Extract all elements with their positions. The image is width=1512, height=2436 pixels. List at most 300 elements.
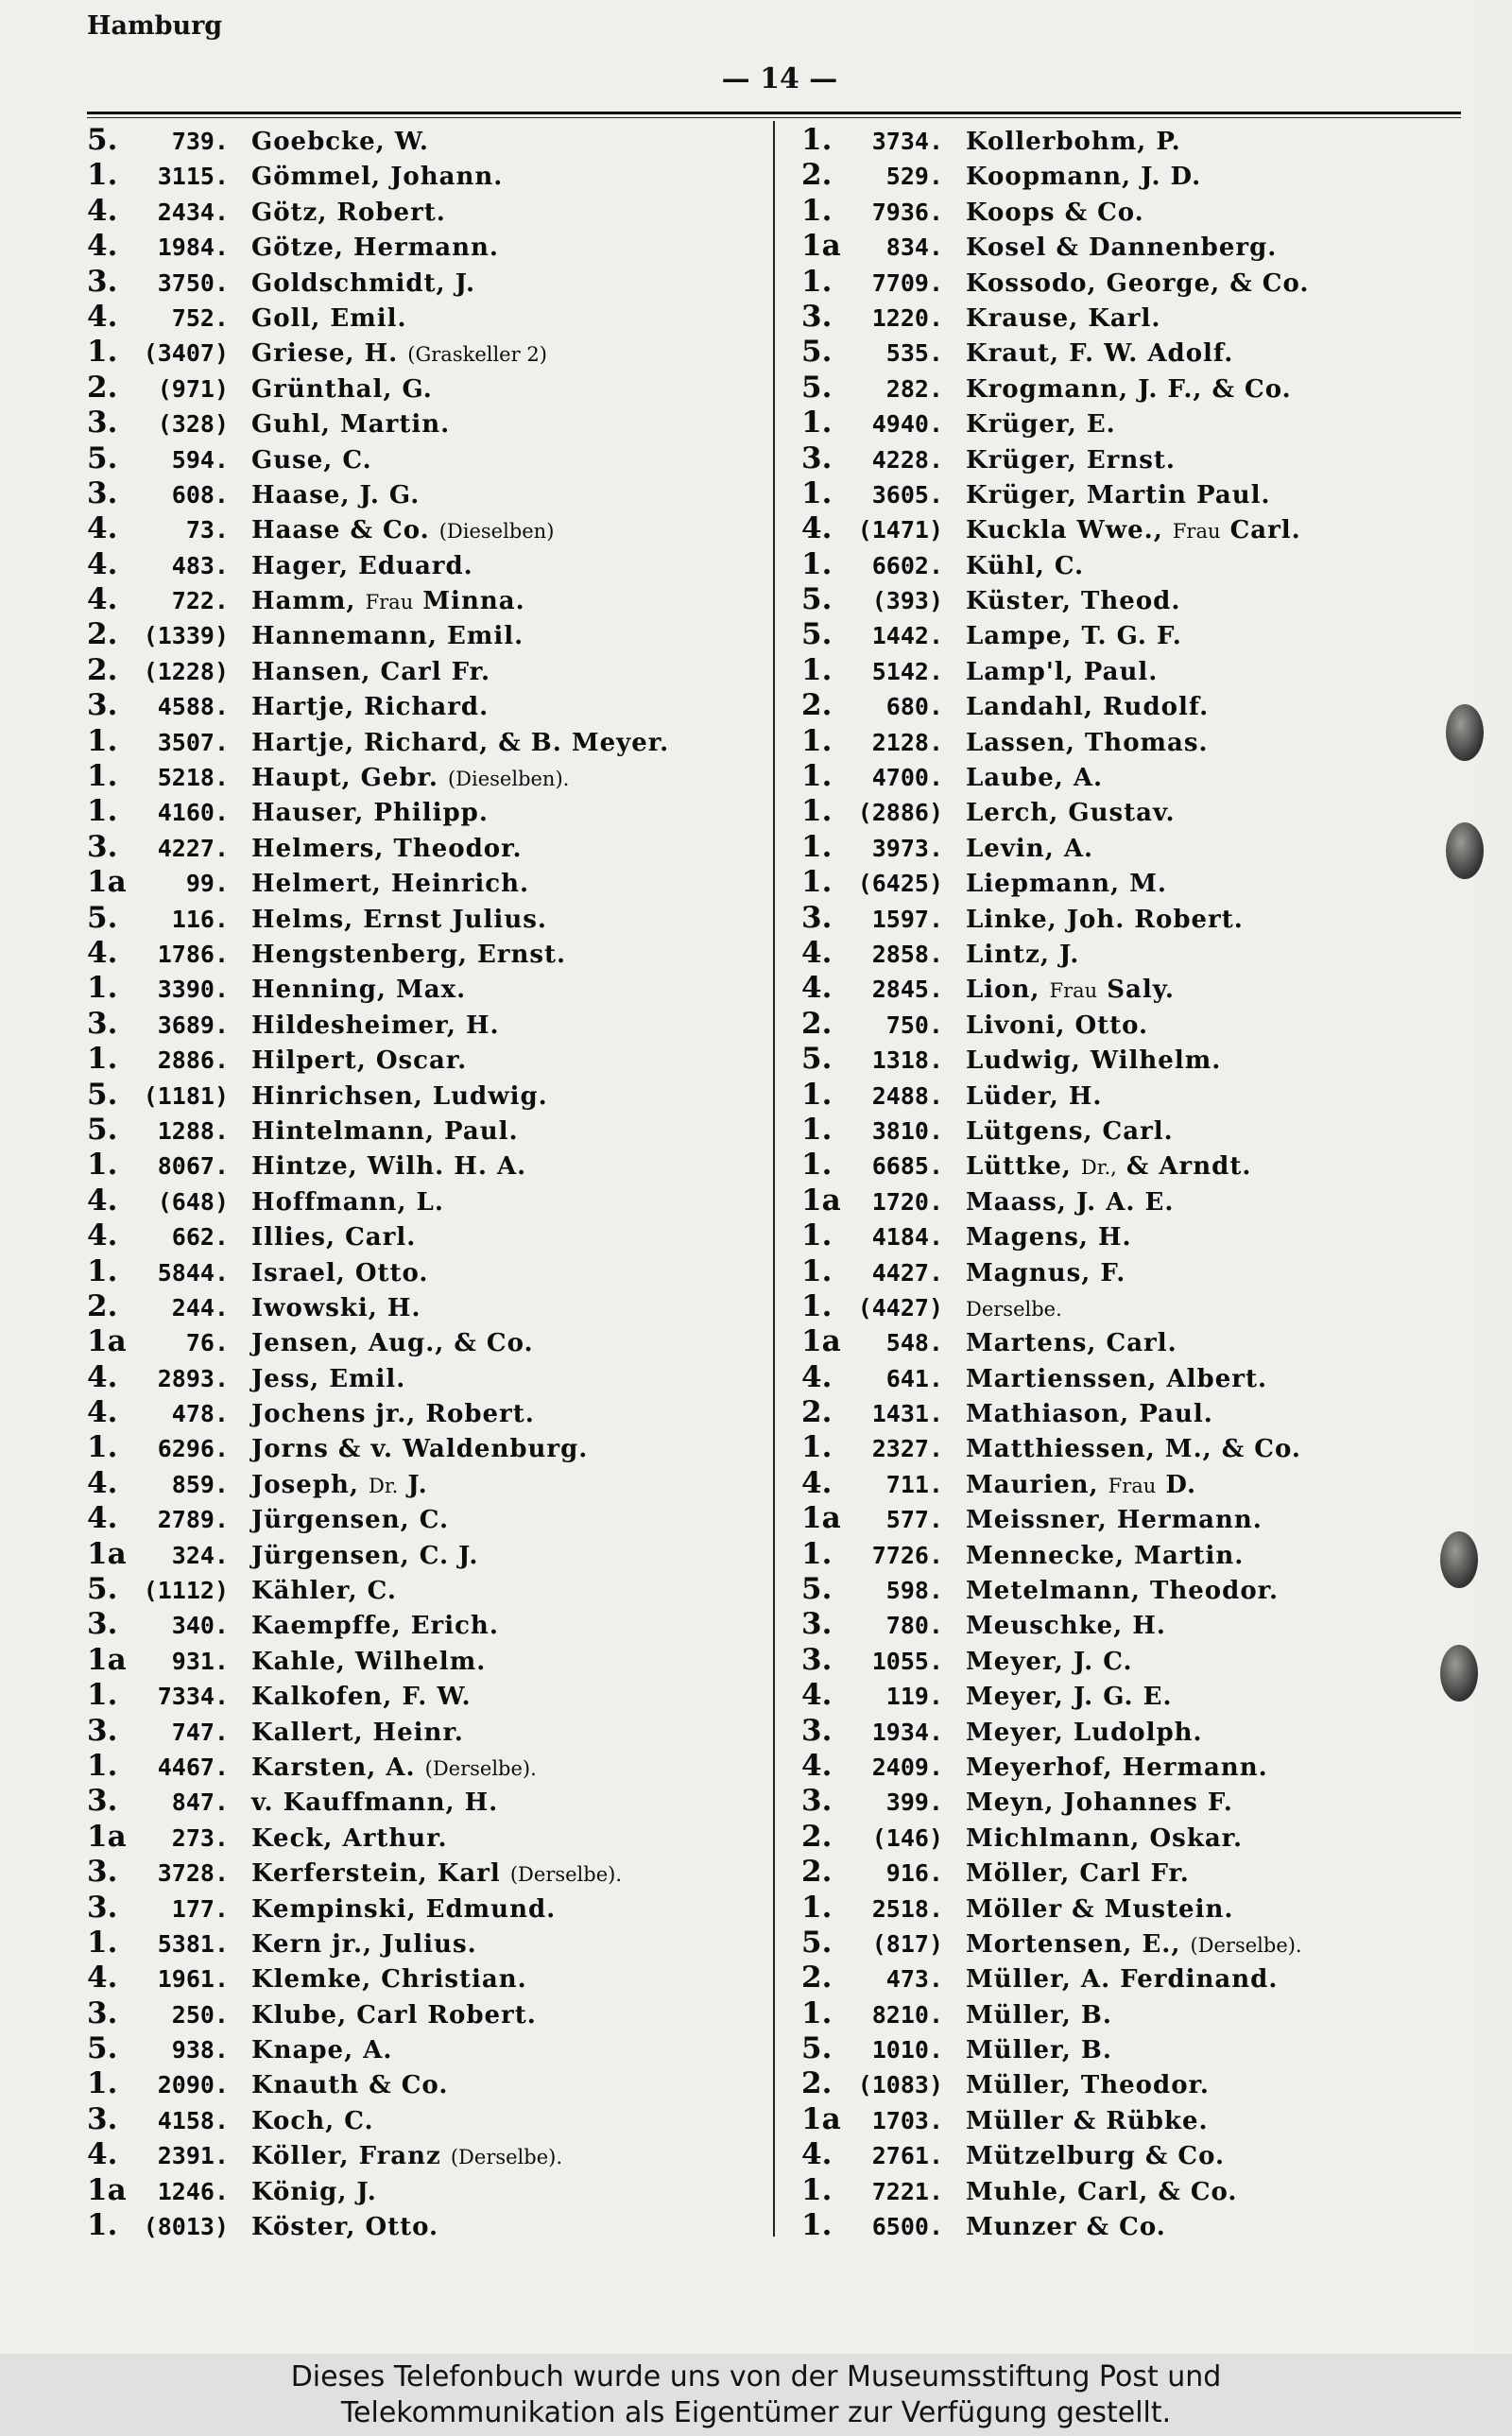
entry-note: Frau: [1172, 520, 1221, 544]
exchange-prefix: 4.: [87, 1395, 118, 1430]
phone-number: 2391.: [157, 2142, 229, 2170]
subscriber-name-text: Kühl, C.: [966, 551, 1085, 580]
subscriber-name: [251, 1574, 397, 1609]
subscriber-name: [251, 1680, 472, 1715]
exchange-prefix: 4.: [87, 1359, 118, 1394]
phone-number: 680.: [885, 693, 943, 721]
subscriber-name-text: Jürgensen, C. J.: [251, 1541, 479, 1570]
directory-entry: [801, 123, 1472, 158]
phone-number: 752.: [171, 303, 229, 332]
exchange-prefix: 5.: [801, 1925, 833, 1960]
directory-entry: [801, 1714, 1472, 1749]
phone-number: 2761.: [871, 2142, 943, 2170]
directory-entry: [87, 194, 767, 229]
exchange-prefix: 2.: [801, 688, 833, 723]
phone-number: 177.: [171, 1894, 229, 1923]
exchange-prefix: 3.: [87, 406, 118, 441]
phone-number: 2090.: [157, 2071, 229, 2099]
directory-entry: [801, 582, 1472, 617]
directory-entry: [87, 2031, 767, 2066]
subscriber-name-text: Israel, Otto.: [251, 1258, 429, 1287]
directory-entry: [801, 1183, 1472, 1218]
phone-number: 73.: [185, 516, 229, 544]
exchange-prefix: 1.: [801, 1430, 833, 1465]
directory-entry: [801, 335, 1472, 370]
exchange-prefix: 1.: [801, 264, 833, 299]
binding-edge: [1474, 0, 1512, 2354]
subscriber-name: [251, 1998, 537, 2033]
exchange-prefix: 4.: [87, 511, 118, 546]
directory-entry: [87, 1607, 767, 1642]
subscriber-name: [251, 1397, 535, 1432]
directory-entry: [801, 547, 1472, 582]
directory-entry: [87, 759, 767, 794]
phone-number: 1961.: [157, 1965, 229, 1994]
exchange-prefix: 5.: [87, 1572, 118, 1607]
subscriber-name: [251, 867, 529, 902]
entry-note: Dr.: [369, 1474, 399, 1497]
exchange-prefix: 2.: [801, 1855, 833, 1890]
directory-entry: [801, 2137, 1472, 2172]
subscriber-name-text: Jochens jr., Robert.: [251, 1400, 535, 1429]
subscriber-name-text: Müller, Theodor.: [966, 2071, 1210, 2100]
exchange-prefix: 1.: [801, 123, 833, 157]
exchange-prefix: 5.: [801, 335, 833, 370]
binder-ring-icon: [1446, 704, 1484, 761]
subscriber-name: [251, 1786, 498, 1821]
directory-entry: [801, 724, 1472, 759]
exchange-prefix: 1a: [87, 1536, 127, 1571]
subscriber-name-text: Livoni, Otto.: [966, 1011, 1149, 1040]
directory-entry: [801, 2173, 1472, 2208]
directory-entry: [801, 441, 1472, 476]
subscriber-name: [966, 1468, 1196, 1504]
subscriber-name-text: Illies, Carl.: [251, 1223, 417, 1253]
subscriber-name-text: Meyerhof, Hermann.: [966, 1753, 1268, 1782]
subscriber-name-text: Lüttke,: [966, 1152, 1072, 1182]
subscriber-name: [251, 125, 429, 160]
exchange-prefix: 1.: [801, 1077, 833, 1112]
subscriber-name-suffix: & Arndt.: [1125, 1152, 1252, 1182]
subscriber-name-text: Helmert, Heinrich.: [251, 870, 530, 899]
subscriber-name-text: Hintelmann, Paul.: [251, 1116, 519, 1146]
directory-entry: [801, 371, 1472, 406]
entry-note: Derselbe.: [966, 1297, 1062, 1321]
exchange-prefix: 5.: [87, 441, 118, 475]
directory-entry: [87, 2066, 767, 2101]
phone-number: (3407): [143, 339, 229, 368]
subscriber-name: [966, 1397, 1213, 1432]
exchange-prefix: 1.: [801, 759, 833, 794]
subscriber-name-text: Krause, Karl.: [966, 303, 1161, 333]
subscriber-name: [251, 1080, 548, 1114]
exchange-prefix: 4.: [801, 1678, 833, 1713]
subscriber-name: [966, 655, 1158, 690]
exchange-prefix: 3.: [87, 2101, 118, 2136]
exchange-prefix: 4.: [801, 1359, 833, 1394]
subscriber-name: [966, 337, 1233, 371]
directory-entry: [87, 1926, 767, 1961]
subscriber-name-text: Kern jr., Julius.: [251, 1929, 477, 1959]
subscriber-name-text: Michlmann, Oskar.: [966, 1823, 1244, 1853]
subscriber-name: [251, 1609, 499, 1644]
phone-number: 3390.: [157, 976, 229, 1004]
directory-entry: [87, 653, 767, 688]
subscriber-name: [966, 1680, 1173, 1715]
directory-entry: [801, 1466, 1472, 1501]
subscriber-name: [966, 160, 1201, 195]
subscriber-name: [966, 549, 1084, 584]
exchange-prefix: 4.: [87, 1183, 118, 1218]
exchange-prefix: 1.: [801, 546, 833, 581]
subscriber-name: [251, 690, 489, 725]
exchange-prefix: 1.: [87, 794, 118, 829]
directory-entry: [87, 1501, 767, 1536]
exchange-prefix: 1.: [801, 1112, 833, 1147]
directory-entry: [87, 511, 767, 546]
subscriber-name-text: Mortensen, E.,: [966, 1929, 1181, 1959]
directory-entry: [801, 971, 1472, 1006]
phone-number: 847.: [171, 1788, 229, 1817]
phone-number: 662.: [171, 1223, 229, 1252]
phone-number: (146): [871, 1823, 943, 1852]
exchange-prefix: 1a: [801, 1324, 841, 1359]
subscriber-name: [251, 938, 566, 973]
subscriber-name: [251, 2175, 377, 2210]
subscriber-name-text: Hager, Eduard.: [251, 551, 473, 580]
subscriber-name-text: Guhl, Martin.: [251, 410, 451, 440]
subscriber-name-text: Kempinski, Edmund.: [251, 1894, 557, 1924]
subscriber-name-suffix: D.: [1165, 1470, 1197, 1499]
exchange-prefix: 1.: [801, 829, 833, 864]
subscriber-name-text: Helms, Ernst Julius.: [251, 905, 547, 934]
phone-number: 99.: [185, 870, 229, 898]
subscriber-name: [966, 1220, 1132, 1255]
subscriber-name-text: Meyer, J. C.: [966, 1647, 1133, 1676]
phone-number: 1720.: [871, 1187, 943, 1216]
phone-number: 4588.: [157, 693, 229, 721]
subscriber-name: [966, 2068, 1210, 2103]
subscriber-name: [251, 2033, 392, 2068]
subscriber-name: [966, 761, 1103, 796]
phone-number: 1984.: [157, 233, 229, 262]
directory-entry: [87, 1996, 767, 2031]
subscriber-name-text: Maass, J. A. E.: [966, 1187, 1175, 1217]
phone-number: 4467.: [157, 1753, 229, 1781]
phone-number: (328): [157, 410, 229, 439]
directory-entry: [801, 759, 1472, 794]
phone-number: 8067.: [157, 1152, 229, 1181]
entry-note: Dr.,: [1080, 1156, 1117, 1180]
subscriber-name-text: Jürgensen, C.: [251, 1506, 450, 1535]
exchange-prefix: 1.: [801, 1536, 833, 1571]
subscriber-name-text: Kahle, Wilhelm.: [251, 1647, 487, 1676]
subscriber-name: [966, 513, 1301, 549]
subscriber-name: [966, 690, 1209, 725]
subscriber-name-text: Knauth & Co.: [251, 2071, 449, 2100]
exchange-prefix: 4.: [801, 1748, 833, 1783]
subscriber-name-text: Kallert, Heinr.: [251, 1718, 464, 1747]
footer-notice: [0, 2354, 1512, 2436]
subscriber-name-text: Haase, J. G.: [251, 480, 421, 510]
subscriber-name-text: Gömmel, Johann.: [251, 163, 504, 192]
directory-entry: [801, 1749, 1472, 1784]
directory-entry: [801, 1678, 1472, 1713]
exchange-prefix: 4.: [87, 299, 118, 334]
subscriber-name: [251, 196, 446, 231]
phone-number: 4427.: [871, 1258, 943, 1287]
subscriber-name-text: Hintze, Wilh. H. A.: [251, 1152, 527, 1182]
phone-number: (1228): [143, 657, 229, 685]
directory-entry: [87, 1749, 767, 1784]
subscriber-name: [966, 1185, 1174, 1220]
phone-number: 535.: [885, 339, 943, 368]
subscriber-name: [251, 619, 524, 654]
phone-number: 1934.: [871, 1718, 943, 1746]
directory-entry: [87, 1678, 767, 1713]
exchange-prefix: 4.: [87, 193, 118, 228]
phone-number: 2434.: [157, 198, 229, 226]
exchange-prefix: 3.: [87, 264, 118, 299]
exchange-prefix: 1.: [801, 652, 833, 687]
exchange-prefix: 1.: [87, 971, 118, 1006]
directory-entry: [801, 1820, 1472, 1855]
subscriber-name-text: Hoffmann, L.: [251, 1187, 444, 1217]
exchange-prefix: 1.: [87, 1748, 118, 1783]
phone-number: 577.: [885, 1506, 943, 1534]
exchange-prefix: 1.: [87, 1430, 118, 1465]
subscriber-name: [966, 619, 1182, 654]
directory-entry: [801, 936, 1472, 971]
subscriber-name-text: Koopmann, J. D.: [966, 163, 1202, 192]
exchange-prefix: 4.: [87, 1465, 118, 1500]
subscriber-name: [966, 1256, 1125, 1291]
subscriber-name-text: Meyer, Ludolph.: [966, 1718, 1203, 1747]
phone-number: (8013): [143, 2213, 229, 2241]
directory-entry: [87, 1430, 767, 1465]
exchange-prefix: 3.: [87, 1855, 118, 1890]
directory-entry: [87, 901, 767, 936]
exchange-prefix: 1a: [801, 1501, 841, 1536]
directory-entry: [87, 2137, 767, 2172]
subscriber-name-text: König, J.: [251, 2177, 377, 2206]
subscriber-name-text: Lütgens, Carl.: [966, 1116, 1174, 1146]
exchange-prefix: 3.: [87, 1607, 118, 1642]
exchange-prefix: 1.: [87, 2066, 118, 2101]
subscriber-name-text: Griese, H.: [251, 339, 399, 369]
subscriber-name-text: Kaempffe, Erich.: [251, 1612, 499, 1641]
exchange-prefix: 2.: [801, 1961, 833, 1995]
subscriber-name-suffix: Carl.: [1229, 516, 1301, 545]
phone-number: 4158.: [157, 2106, 229, 2134]
subscriber-name-text: Lerch, Gustav.: [966, 799, 1176, 828]
subscriber-name: [251, 832, 523, 867]
subscriber-name-text: Muhle, Carl, & Co.: [966, 2177, 1238, 2206]
subscriber-name: [251, 478, 420, 513]
subscriber-name-text: Hilpert, Oscar.: [251, 1046, 468, 1076]
phone-number: 1431.: [871, 1400, 943, 1428]
exchange-prefix: 1.: [801, 865, 833, 900]
subscriber-name: [251, 1044, 467, 1079]
directory-entry: [801, 1395, 1472, 1430]
exchange-prefix: 3.: [801, 1607, 833, 1642]
phone-number: (6425): [857, 870, 943, 898]
subscriber-name-text: Lintz, J.: [966, 940, 1080, 969]
subscriber-name: [966, 267, 1309, 302]
exchange-prefix: 1.: [801, 1253, 833, 1288]
subscriber-name: [251, 761, 569, 797]
exchange-prefix: 1a: [87, 1324, 127, 1359]
directory-entry: [87, 371, 767, 406]
subscriber-name-text: Klemke, Christian.: [251, 1965, 527, 1995]
footer-line-1: Dieses Telefonbuch wurde uns von der Museumsstiftung Post und: [290, 2360, 1222, 2393]
phone-number: (2886): [857, 799, 943, 827]
exchange-prefix: 5.: [87, 2031, 118, 2066]
phone-number: 722.: [171, 587, 229, 615]
subscriber-name: [966, 832, 1093, 867]
subscriber-name-text: Metelmann, Theodor.: [966, 1577, 1280, 1606]
exchange-prefix: 1.: [87, 1042, 118, 1077]
phone-number: 1246.: [157, 2177, 229, 2205]
subscriber-name-text: Jorns & v. Waldenburg.: [251, 1435, 589, 1464]
subscriber-name: [251, 337, 547, 372]
phone-number: (4427): [857, 1293, 943, 1322]
phone-number: 1288.: [157, 1116, 229, 1145]
subscriber-name: [966, 196, 1144, 231]
phone-number: 340.: [171, 1612, 229, 1640]
phone-number: 6500.: [871, 2213, 943, 2241]
subscriber-name-text: Goebcke, W.: [251, 128, 429, 156]
directory-entry: [801, 1360, 1472, 1395]
subscriber-name: [966, 2210, 1166, 2245]
subscriber-name: [251, 1468, 428, 1504]
subscriber-name: [251, 1892, 556, 1927]
subscriber-name: [251, 1432, 588, 1467]
subscriber-name-text: Lassen, Thomas.: [966, 728, 1209, 757]
directory-entry: [87, 2102, 767, 2137]
subscriber-name-text: Kähler, C.: [251, 1577, 397, 1606]
exchange-prefix: 1.: [87, 1678, 118, 1713]
directory-entry: [801, 1007, 1472, 1042]
entry-note: Frau: [1049, 979, 1098, 1003]
subscriber-name: [966, 1892, 1233, 1927]
exchange-prefix: 4.: [801, 2137, 833, 2172]
exchange-prefix: 2.: [87, 617, 118, 652]
entry-note: (Derselbe).: [424, 1756, 537, 1780]
exchange-prefix: 5.: [801, 1042, 833, 1077]
exchange-prefix: 1.: [801, 1288, 833, 1323]
subscriber-name: [966, 1822, 1243, 1857]
directory-entry: [87, 265, 767, 300]
subscriber-name: [251, 1857, 622, 1892]
left-column: [87, 123, 767, 2243]
subscriber-name: [966, 1326, 1177, 1361]
directory-entry: [801, 1218, 1472, 1253]
exchange-prefix: 3.: [87, 1713, 118, 1748]
subscriber-name: [251, 2068, 448, 2103]
phone-number: 478.: [171, 1400, 229, 1428]
phone-number: (648): [157, 1187, 229, 1216]
directory-entry: [801, 511, 1472, 546]
directory-entry: [87, 1820, 767, 1855]
subscriber-name: [251, 443, 372, 478]
subscriber-name-text: Karsten, A.: [251, 1753, 416, 1782]
subscriber-name-text: Matthiessen, M., & Co.: [966, 1435, 1301, 1464]
subscriber-name: [966, 1539, 1244, 1574]
phone-number: 6296.: [157, 1435, 229, 1463]
subscriber-name: [966, 443, 1176, 478]
subscriber-name-text: Kraut, F. W. Adolf.: [966, 339, 1234, 369]
exchange-prefix: 1.: [801, 2208, 833, 2243]
directory-entry: [801, 1926, 1472, 1961]
subscriber-name-text: Müller, B.: [966, 2036, 1112, 2065]
exchange-prefix: 1.: [801, 475, 833, 510]
directory-entry: [87, 971, 767, 1006]
subscriber-name-text: Hartje, Richard, & B. Meyer.: [251, 728, 670, 757]
directory-entry: [801, 406, 1472, 441]
phone-number: 3810.: [871, 1116, 943, 1145]
phone-number: 1786.: [157, 940, 229, 968]
phone-number: 1703.: [871, 2106, 943, 2134]
subscriber-name: [966, 1927, 1302, 1963]
directory-entry: [87, 1643, 767, 1678]
phone-number: 608.: [171, 480, 229, 509]
subscriber-name: [251, 655, 490, 690]
directory-entry: [87, 229, 767, 264]
phone-number: (393): [871, 587, 943, 615]
phone-number: 7726.: [871, 1541, 943, 1569]
phone-number: 2845.: [871, 976, 943, 1004]
directory-entry: [801, 265, 1472, 300]
exchange-prefix: 3.: [801, 441, 833, 475]
subscriber-name: [251, 267, 475, 302]
directory-entry: [801, 617, 1472, 652]
subscriber-name-text: Kosel & Dannenberg.: [966, 233, 1278, 263]
subscriber-name-text: Lüder, H.: [966, 1081, 1103, 1111]
directory-entry: [87, 441, 767, 476]
subscriber-name: [251, 1256, 428, 1291]
subscriber-name: [966, 973, 1175, 1009]
entry-note: (Dieselben): [438, 520, 555, 544]
phone-number: 3507.: [157, 728, 229, 756]
subscriber-name: [251, 231, 499, 266]
directory-entry: [801, 1501, 1472, 1536]
subscriber-name: [966, 1574, 1279, 1609]
exchange-prefix: 1.: [801, 1218, 833, 1253]
phone-number: 116.: [171, 905, 229, 933]
subscriber-name: [966, 903, 1244, 938]
subscriber-name-text: Haupt, Gebr.: [251, 764, 438, 793]
directory-entry: [87, 1714, 767, 1749]
exchange-prefix: 3.: [87, 1995, 118, 2030]
subscriber-name-text: Liepmann, M.: [966, 870, 1167, 899]
phone-number: 7709.: [871, 268, 943, 297]
phone-number: 483.: [171, 551, 229, 579]
exchange-prefix: 4.: [801, 1465, 833, 1500]
subscriber-name: [251, 2210, 438, 2245]
subscriber-name: [251, 160, 503, 195]
exchange-prefix: 3.: [87, 1784, 118, 1819]
subscriber-name: [251, 1326, 534, 1361]
phone-number: 7334.: [157, 1683, 229, 1711]
directory-entry: [87, 1537, 767, 1572]
exchange-prefix: 2.: [801, 158, 833, 193]
entry-note: Frau: [365, 591, 414, 614]
phone-number: (817): [871, 1929, 943, 1958]
subscriber-name-text: Linke, Joh. Robert.: [966, 905, 1244, 934]
exchange-prefix: 4.: [87, 935, 118, 970]
phone-number: 7221.: [871, 2177, 943, 2205]
